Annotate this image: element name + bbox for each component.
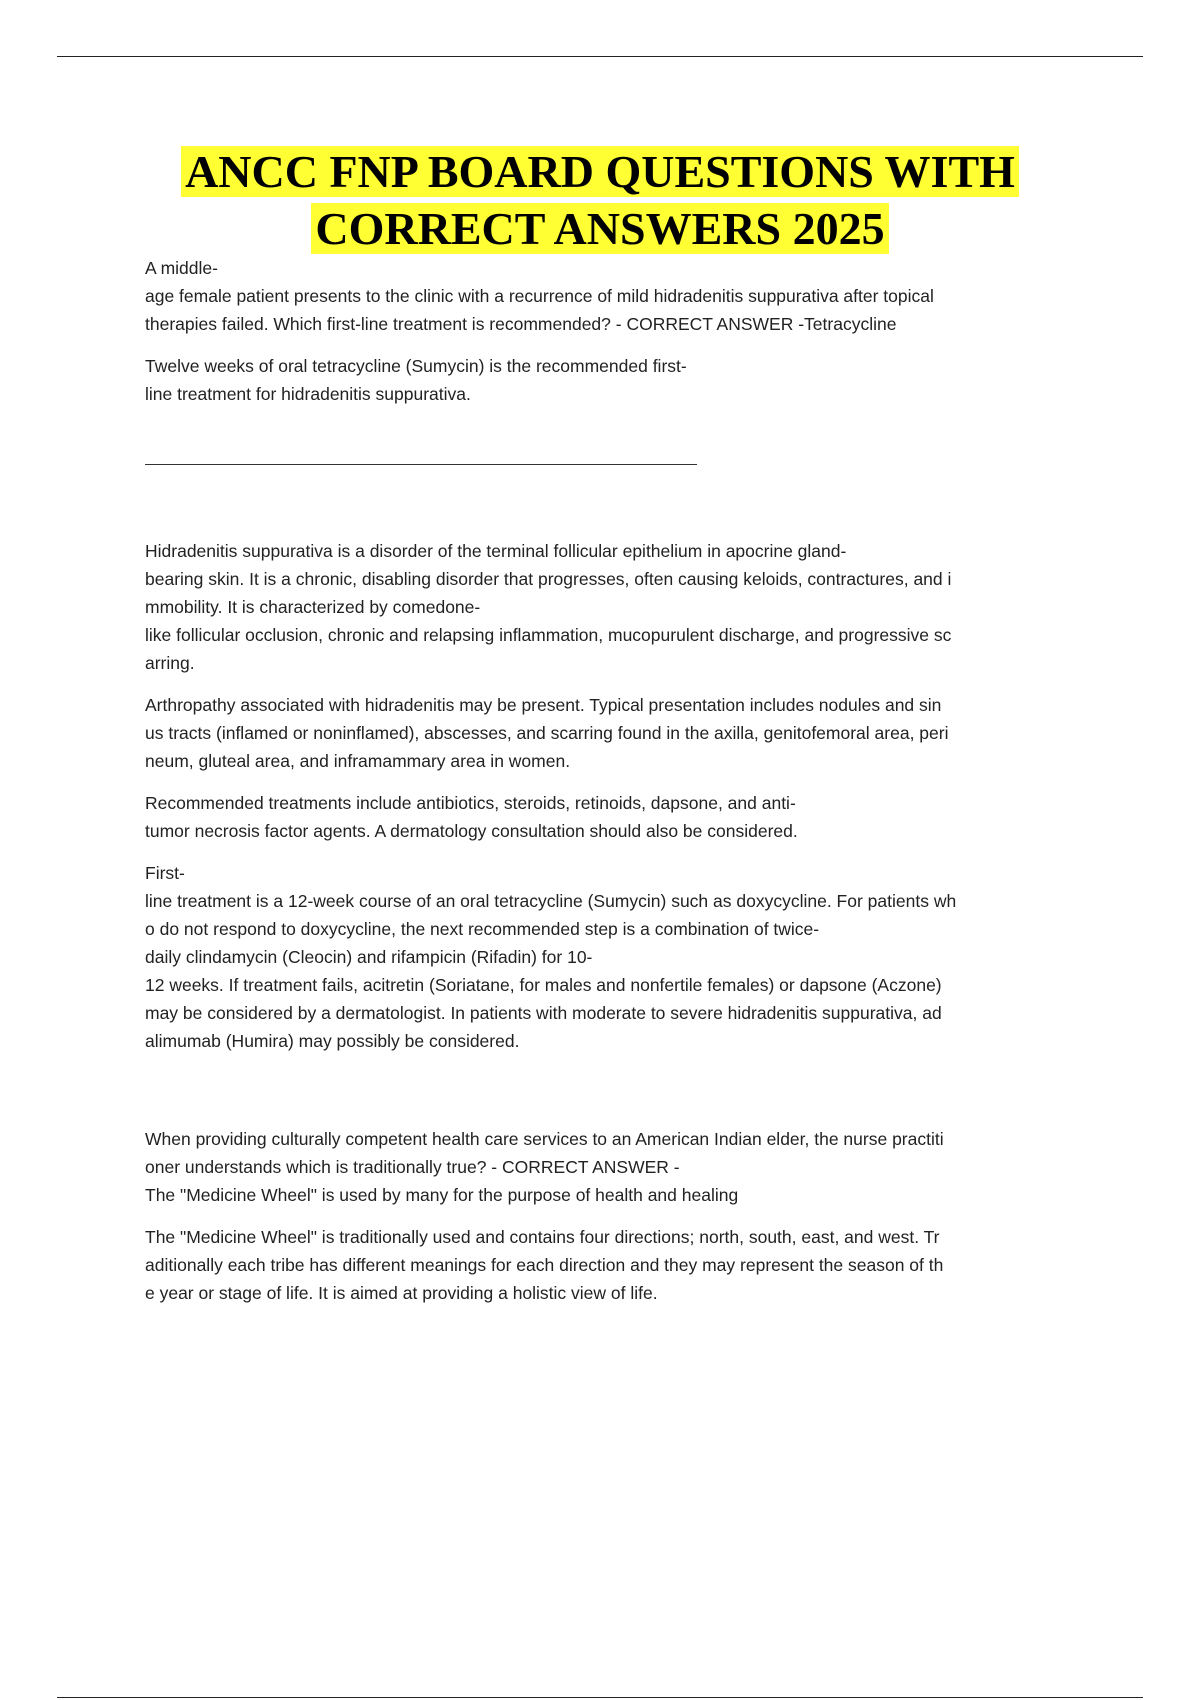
question-1-line: A middle- xyxy=(145,258,218,278)
question-1 xyxy=(145,254,1090,338)
rationale-line: line treatment for hidradenitis suppurativa. xyxy=(145,384,471,404)
explanation-paragraph-3 xyxy=(145,789,1090,845)
explanation-line: Hidradenitis suppurativa is a disorder of the terminal follicular epithelium in apocrine gland- xyxy=(145,541,847,561)
question-2 xyxy=(145,1125,1090,1209)
explanation-line: o do not respond to doxycycline, the next recommended step is a combination of twice- xyxy=(145,919,820,939)
explanation-line: line treatment is a 12-week course of an oral tetracycline (Sumycin) such as doxycycline. For patients wh xyxy=(145,891,957,911)
rationale-line: e year or stage of life. It is aimed at providing a holistic view of life. xyxy=(145,1283,658,1303)
spacer xyxy=(145,1069,1090,1125)
question-1-line: age female patient presents to the clinic with a recurrence of mild hidradenitis suppurativa after topical xyxy=(145,286,934,306)
question-2-rationale xyxy=(145,1223,1090,1307)
explanation-paragraph-4 xyxy=(145,859,1090,1055)
document-body xyxy=(145,254,1090,1321)
question-1-rationale xyxy=(145,352,1090,408)
question-2-line: oner understands which is traditionally true? - CORRECT ANSWER - xyxy=(145,1157,680,1177)
explanation-line: daily clindamycin (Cleocin) and rifampicin (Rifadin) for 10- xyxy=(145,947,593,967)
explanation-line: 12 weeks. If treatment fails, acitretin (Soriatane, for males and nonfertile females) or dapsone (Aczone) xyxy=(145,975,942,995)
explanation-line: like follicular occlusion, chronic and relapsing inflammation, mucopurulent discharge, and progressive sc xyxy=(145,625,952,645)
explanation-paragraph-2 xyxy=(145,691,1090,775)
top-rule xyxy=(57,56,1143,57)
rationale-line: Twelve weeks of oral tetracycline (Sumycin) is the recommended first- xyxy=(145,356,687,376)
explanation-line: mmobility. It is characterized by comedone- xyxy=(145,597,481,617)
title-line-2: CORRECT ANSWERS 2025 xyxy=(311,203,888,254)
explanation-line: arring. xyxy=(145,653,195,673)
spacer xyxy=(145,465,1090,537)
explanation-line: alimumab (Humira) may possibly be considered. xyxy=(145,1031,520,1051)
explanation-line: Recommended treatments include antibiotics, steroids, retinoids, dapsone, and anti- xyxy=(145,793,796,813)
document-title xyxy=(0,143,1200,257)
explanation-line: bearing skin. It is a chronic, disabling disorder that progresses, often causing keloids, contractures, and i xyxy=(145,569,952,589)
explanation-line: may be considered by a dermatologist. In patients with moderate to severe hidradenitis suppurativa, ad xyxy=(145,1003,942,1023)
question-2-line: When providing culturally competent health care services to an American Indian elder, the nurse practiti xyxy=(145,1129,944,1149)
question-1-line: therapies failed. Which first-line treatment is recommended? - CORRECT ANSWER -Tetracycline xyxy=(145,314,897,334)
explanation-line: us tracts (inflamed or noninflamed), abscesses, and scarring found in the axilla, genitofemoral area, peri xyxy=(145,723,949,743)
explanation-line: First- xyxy=(145,863,185,883)
explanation-line: Arthropathy associated with hidradenitis may be present. Typical presentation includes nodules and sin xyxy=(145,695,942,715)
explanation-line: neum, gluteal area, and inframammary area in women. xyxy=(145,751,571,771)
rationale-line: The "Medicine Wheel" is traditionally used and contains four directions; north, south, east, and west. Tr xyxy=(145,1227,940,1247)
question-2-line: The "Medicine Wheel" is used by many for the purpose of health and healing xyxy=(145,1185,739,1205)
explanation-paragraph-1 xyxy=(145,537,1090,677)
bottom-rule xyxy=(57,1697,1143,1698)
explanation-line: tumor necrosis factor agents. A dermatology consultation should also be considered. xyxy=(145,821,798,841)
title-line-1: ANCC FNP BOARD QUESTIONS WITH xyxy=(181,146,1019,197)
rationale-line: aditionally each tribe has different meanings for each direction and they may represent the season of th xyxy=(145,1255,944,1275)
